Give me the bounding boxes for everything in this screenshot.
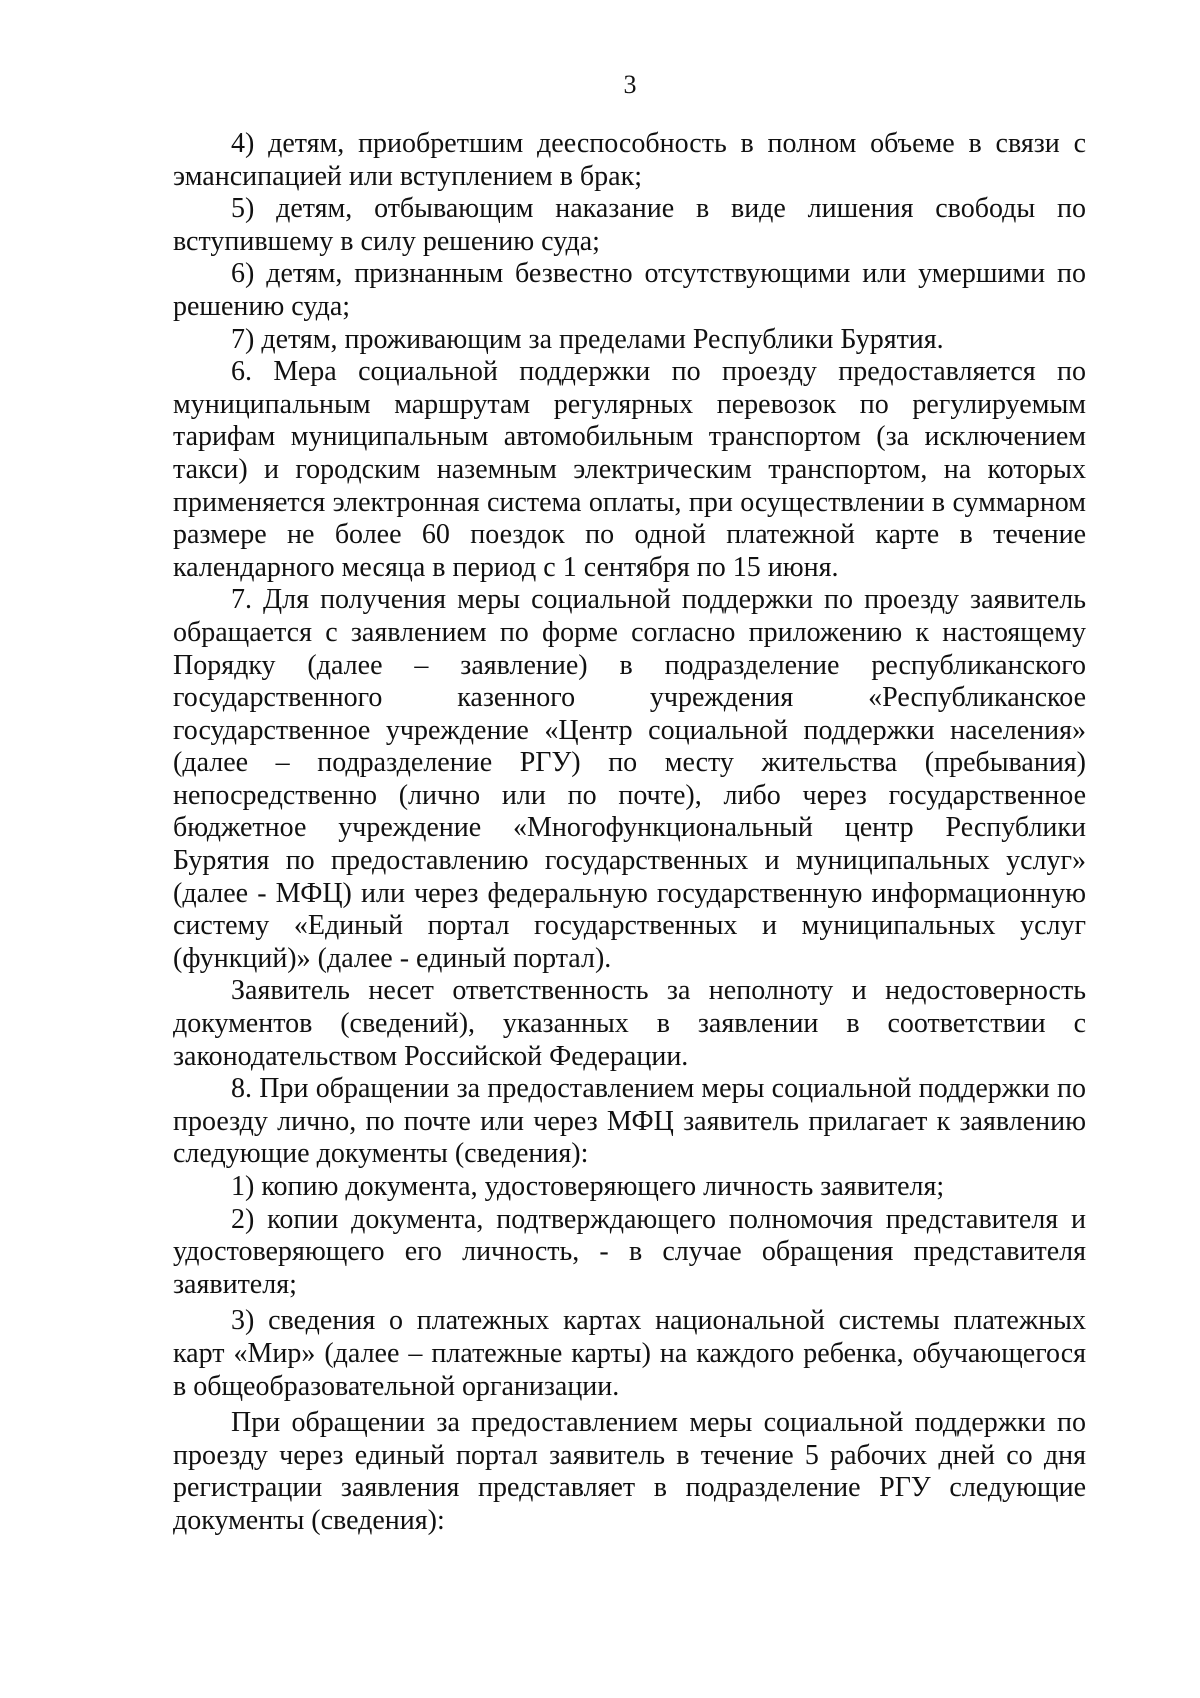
paragraph-portal-submission: При обращении за предоставлением меры социальной поддержки по проезду через единый портал заявитель в течение 5 рабочих дней со дня регистрации заявления представляет в подразделение РГУ следующие документы (сведения):	[173, 1407, 1086, 1536]
paragraph-item-6-missing-or-deceased: 6) детям, признанным безвестно отсутствующими или умершими по решению суда;	[173, 258, 1086, 322]
page-number: 3	[623, 70, 637, 99]
paragraph-applicant-responsibility: Заявитель несет ответственность за неполноту и недостоверность документов (сведений), указанных в заявлении в соответствии с законодательством Российской Федерации.	[173, 975, 1086, 1072]
paragraph-doc-3-payment-cards: 3) сведения о платежных картах национальной системы платежных карт «Мир» (далее – платежные карты) на каждого ребенка, обучающегося в общеобразовательной организации.	[173, 1305, 1086, 1402]
paragraph-clause-8-documents: 8. При обращении за предоставлением меры социальной поддержки по проезду лично, по почте или через МФЦ заявитель прилагает к заявлению следующие документы (сведения):	[173, 1073, 1086, 1170]
paragraph-clause-7-application: 7. Для получения меры социальной поддержки по проезду заявитель обращается с заявлением по форме согласно приложению к настоящему Порядку (далее – заявление) в подразделение республиканского государственного казенного учреждения «Республиканское государственное учреждение «Центр социальной поддержки населения» (далее – подразделение РГУ) по месту жительства (пребывания) непосредственно (лично или по почте), либо через государственное бюджетное учреждение «Многофункциональный центр Республики Бурятия по предоставлению государственных и муниципальных услуг» (далее - МФЦ) или через федеральную государственную информационную систему «Единый портал государственных и муниципальных услуг (функций)» (далее - единый портал).	[173, 584, 1086, 974]
document-body	[173, 128, 1086, 1538]
paragraph-doc-2-representative-copy: 2) копии документа, подтверждающего полномочия представителя и удостоверяющего его личность, - в случае обращения представителя заявителя;	[173, 1203, 1086, 1300]
paragraph-doc-1-identity-copy: 1) копию документа, удостоверяющего личность заявителя;	[231, 1171, 945, 1202]
paragraph-item-5-imprisonment: 5) детям, отбывающим наказание в виде лишения свободы по вступившему в силу решению суда;	[173, 193, 1086, 257]
paragraph-item-7-outside-republic: 7) детям, проживающим за пределами Республики Бурятия.	[231, 323, 944, 355]
paragraph-clause-6-travel-support: 6. Мера социальной поддержки по проезду предоставляется по муниципальным маршрутам регулярных перевозок по регулируемым тарифам муниципальным автомобильным транспортом (за исключением такси) и городским наземным электрическим транспортом, на которых применяется электронная система оплаты, при осуществлении в суммарном размере не более 60 поездок по одной платежной карте в течение календарного месяца в период с 1 сентября по 15 июня.	[173, 356, 1086, 583]
paragraph-item-4-emancipation: 4) детям, приобретшим дееспособность в полном объеме в связи с эмансипацией или вступлением в брак;	[173, 128, 1086, 192]
